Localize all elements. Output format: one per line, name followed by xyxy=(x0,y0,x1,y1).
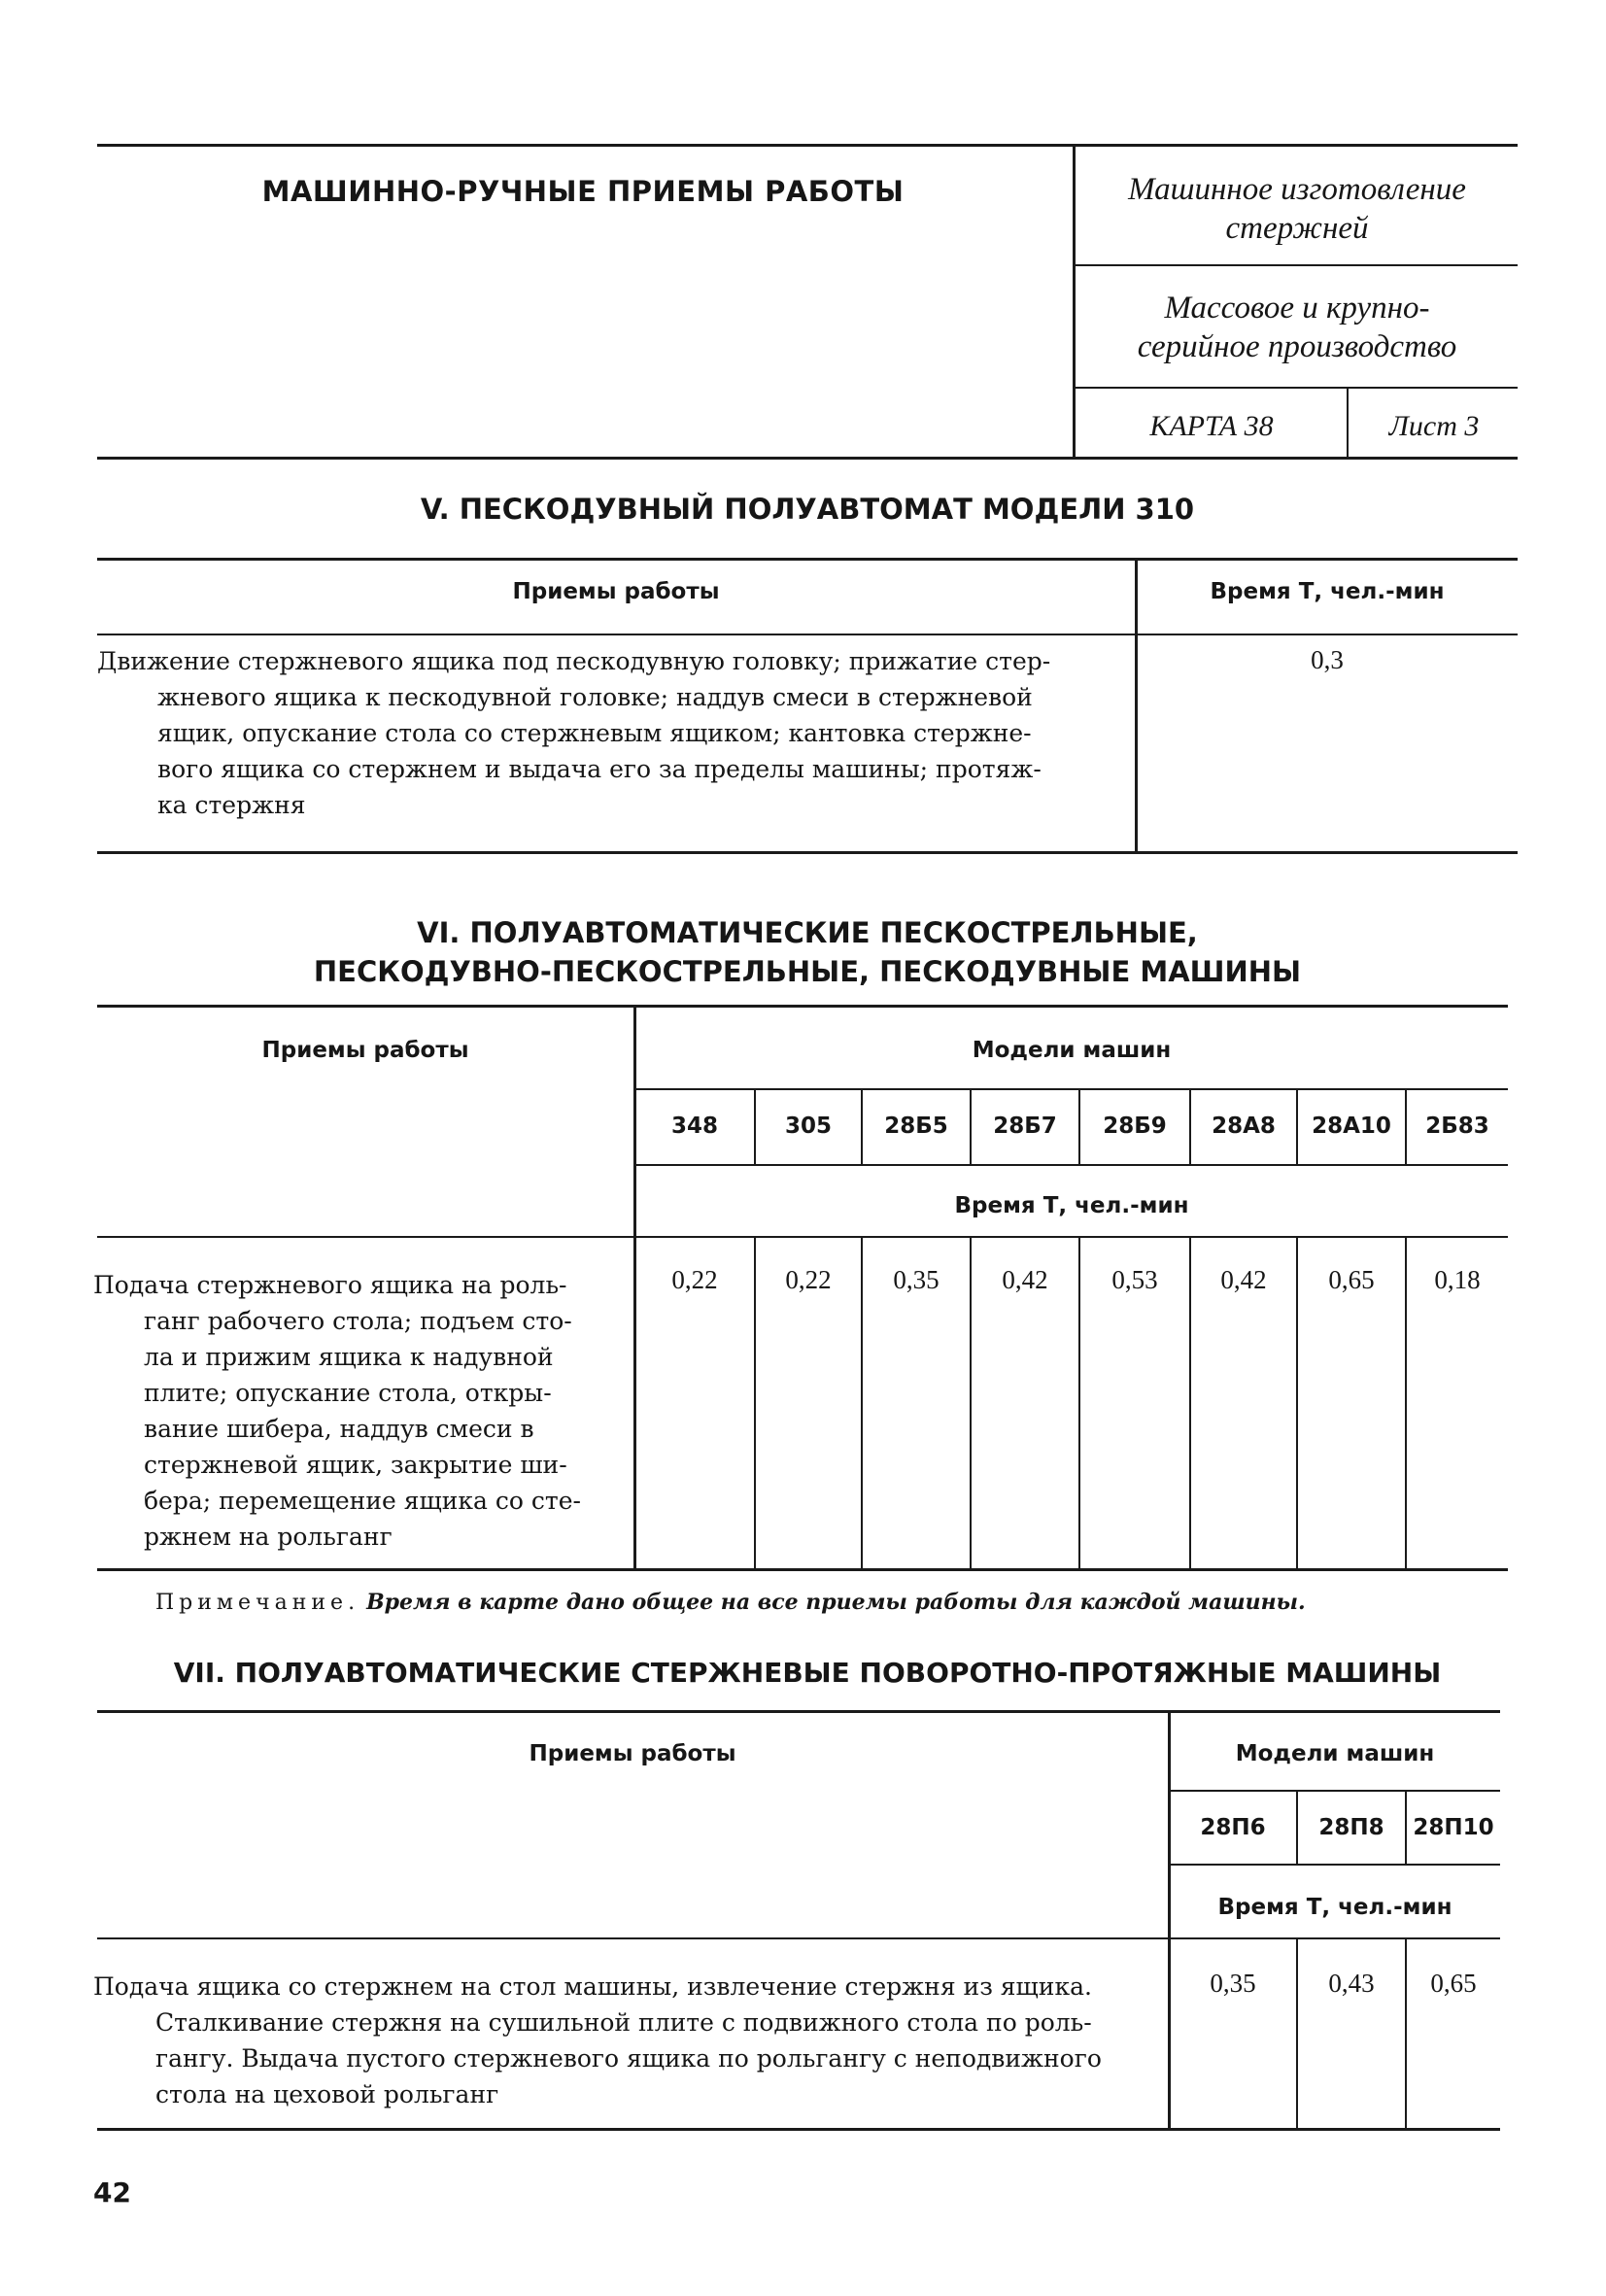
s7-line-1: Подача ящика со стержнем на стол машины, извлечение стержня из ящика. xyxy=(93,1972,1092,2001)
s7-value-div-1 xyxy=(1296,1937,1298,2128)
s6-line-4: плите; опускание стола, откры- xyxy=(144,1379,552,1407)
header-right-rule-1 xyxy=(1073,264,1518,266)
s7-value-28p10: 0,65 xyxy=(1430,1969,1477,1998)
s6-note xyxy=(155,1590,1306,1615)
s7-work-text xyxy=(93,1969,1102,2112)
s6-value-305: 0,22 xyxy=(785,1265,832,1294)
header-divider xyxy=(1073,144,1076,457)
s6-table-top xyxy=(97,1005,1508,1008)
s6-model-28b5: 28Б5 xyxy=(884,1114,948,1139)
s5-work-text xyxy=(97,643,1050,823)
s6-model-348: 348 xyxy=(670,1114,718,1139)
s6-value-28b5: 0,35 xyxy=(893,1265,940,1294)
s7-model-28p10: 28П10 xyxy=(1413,1815,1494,1840)
s5-header-bottom xyxy=(97,634,1518,635)
header-production xyxy=(1076,289,1518,366)
s6-models-rule xyxy=(633,1088,1508,1090)
s7-value-28p6: 0,35 xyxy=(1210,1969,1256,1998)
s5-line-1: Движение стержневого ящика под пескодувную головку; прижатие стер- xyxy=(97,647,1051,675)
s6-line-1: Подача стержневого ящика на роль- xyxy=(93,1271,567,1299)
s7-model-28p6: 28П6 xyxy=(1200,1815,1266,1840)
s5-col-time: Время Т, чел.-мин xyxy=(1210,579,1445,604)
page-number: 42 xyxy=(93,2176,131,2209)
s6-line-7: бера; перемещение ящика со сте- xyxy=(144,1487,581,1515)
s6-line-6: стержневой ящик, закрытие ши- xyxy=(144,1451,567,1479)
s5-table-top xyxy=(97,558,1518,561)
s7-col-time: Время Т, чел.-мин xyxy=(1217,1895,1452,1920)
s7-line-3: гангу. Выдача пустого стержневого ящика по рольгангу с неподвижного xyxy=(155,2044,1102,2073)
s5-time-value: 0,3 xyxy=(1311,645,1344,674)
s7-model-28p8: 28П8 xyxy=(1318,1815,1384,1840)
s6-value-2b83: 0,18 xyxy=(1434,1265,1481,1294)
s5-col-work: Приемы работы xyxy=(512,579,720,604)
s6-model-2b83: 2Б83 xyxy=(1425,1114,1489,1139)
s7-col-models: Модели машин xyxy=(1235,1741,1435,1766)
s6-col-work: Приемы работы xyxy=(261,1038,469,1063)
s7-table-top xyxy=(97,1710,1500,1713)
section6-title xyxy=(97,913,1518,991)
header-top-rule xyxy=(97,144,1518,147)
s7-table-bottom xyxy=(97,2128,1500,2131)
s7-models-rule xyxy=(1168,1790,1500,1792)
s6-model-28b9: 28Б9 xyxy=(1103,1114,1167,1139)
s7-line-2: Сталкивание стержня на сушильной плите с подвижного стола по роль- xyxy=(155,2008,1092,2037)
s6-value-28b9: 0,53 xyxy=(1111,1265,1158,1294)
s6-note-text: Время в карте дано общее на все приемы работы для каждой машины. xyxy=(366,1590,1306,1615)
s6-value-28a10: 0,65 xyxy=(1328,1265,1375,1294)
header-card-number: КАРТА 38 xyxy=(1149,410,1274,442)
s6-models-bottom xyxy=(633,1164,1508,1166)
s5-table-bottom xyxy=(97,851,1518,854)
s5-line-3: ящик, опускание стола со стержневым ящиком; кантовка стержне- xyxy=(157,719,1032,747)
s6-line-3: ла и прижим ящика к надувной xyxy=(144,1343,554,1371)
s6-value-28a8: 0,42 xyxy=(1220,1265,1267,1294)
header-subject-line1: Машинное изготовление xyxy=(1128,172,1466,207)
s6-value-28b7: 0,42 xyxy=(1002,1265,1048,1294)
s6-col-models: Модели машин xyxy=(972,1038,1172,1063)
header-sheet-number: Лист 3 xyxy=(1388,410,1480,442)
s6-model-28a8: 28А8 xyxy=(1212,1114,1276,1139)
section7-title: VII. ПОЛУАВТОМАТИЧЕСКИЕ СТЕРЖНЕВЫЕ ПОВОРОТНО-ПРОТЯЖНЫЕ МАШИНЫ xyxy=(173,1657,1442,1689)
header-production-line1: Массовое и крупно- xyxy=(1164,291,1430,326)
s6-line-8: ржнем на рольганг xyxy=(144,1523,393,1551)
s6-col-time: Время Т, чел.-мин xyxy=(954,1193,1189,1218)
s6-value-348: 0,22 xyxy=(671,1265,718,1294)
s7-header-bottom xyxy=(97,1937,1500,1939)
s6-line-5: вание шибера, наддув смеси в xyxy=(144,1415,534,1443)
s5-line-4: вого ящика со стержнем и выдача его за пределы машины; протяж- xyxy=(157,755,1042,783)
header-production-line2: серийное производство xyxy=(1137,329,1457,364)
header-right-rule-2 xyxy=(1073,387,1518,389)
s7-value-28p8: 0,43 xyxy=(1328,1969,1375,1998)
s6-note-label: Примечание. xyxy=(155,1591,360,1615)
s6-model-28a10: 28А10 xyxy=(1312,1114,1391,1139)
header-title: МАШИННО-РУЧНЫЕ ПРИЕМЫ РАБОТЫ xyxy=(261,175,905,208)
s6-table-bottom xyxy=(97,1568,1508,1571)
header-card-divider xyxy=(1347,387,1349,457)
section6-title-line2: ПЕСКОДУВНО-ПЕСКОСТРЕЛЬНЫЕ, ПЕСКОДУВНЫЕ МАШИНЫ xyxy=(313,955,1302,988)
s6-model-28b7: 28Б7 xyxy=(993,1114,1057,1139)
s5-line-5: ка стержня xyxy=(157,791,306,819)
s7-models-bottom xyxy=(1168,1864,1500,1866)
header-subject xyxy=(1076,170,1518,248)
s5-line-2: жневого ящика к пескодувной головке; наддув смеси в стержневой xyxy=(157,683,1033,711)
section6-title-line1: VI. ПОЛУАВТОМАТИЧЕСКИЕ ПЕСКОСТРЕЛЬНЫЕ, xyxy=(417,916,1198,949)
s7-col-work: Приемы работы xyxy=(529,1741,736,1766)
header-bottom-rule xyxy=(97,457,1518,460)
header-subject-line2: стержней xyxy=(1225,211,1369,246)
s6-work-text xyxy=(93,1267,581,1555)
s7-line-4: стола на цеховой рольганг xyxy=(155,2080,499,2108)
section5-title: V. ПЕСКОДУВНЫЙ ПОЛУАВТОМАТ МОДЕЛИ 310 xyxy=(420,493,1195,526)
s6-line-2: ганг рабочего стола; подъем сто- xyxy=(144,1307,572,1335)
s6-model-305: 305 xyxy=(784,1114,832,1139)
s7-value-div-2 xyxy=(1405,1937,1407,2128)
